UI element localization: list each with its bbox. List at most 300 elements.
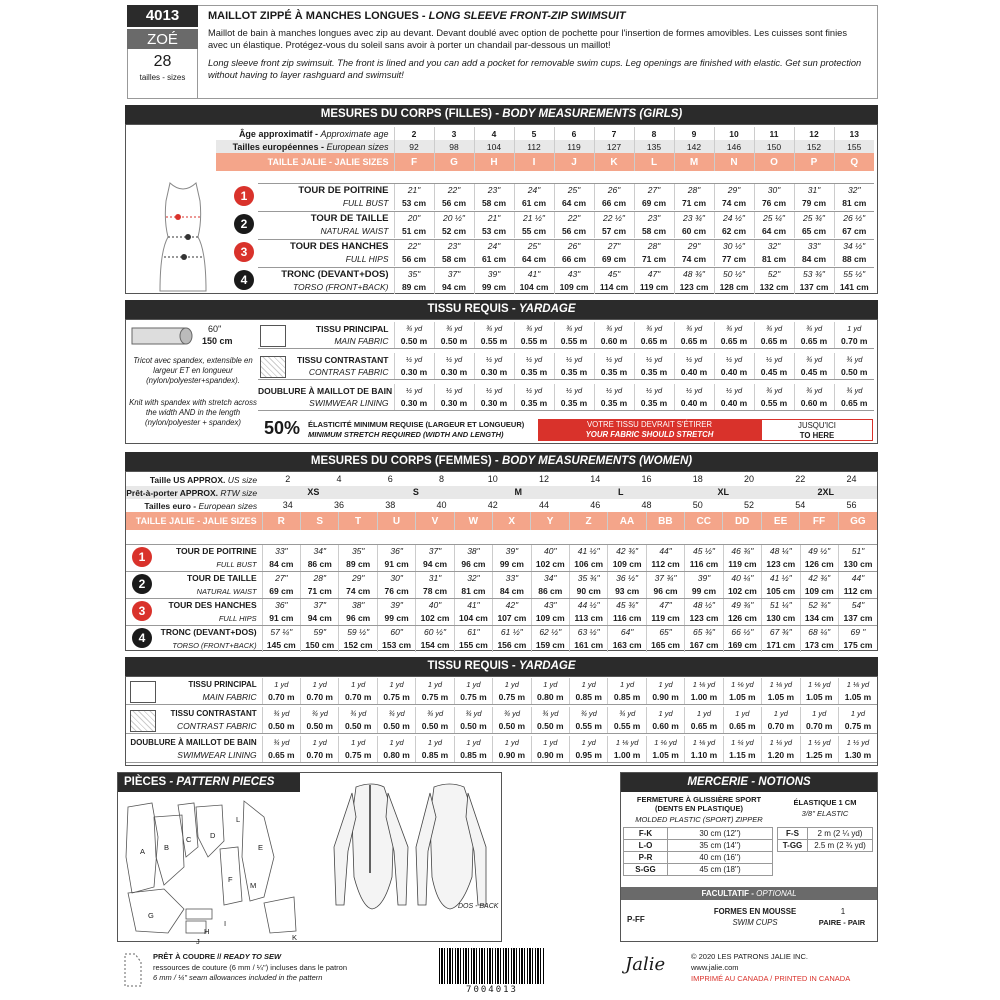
women-measure-table — [126, 598, 877, 625]
cell: 25 ¼" — [754, 212, 794, 225]
cell: ¾ yd — [493, 707, 531, 720]
cell: 99 cm — [377, 612, 415, 625]
cell: EE — [761, 512, 799, 530]
size-range: P-R — [624, 852, 668, 864]
cell: 0.40 m — [714, 366, 754, 379]
label: Taille US APPROX. — [149, 474, 226, 485]
rtw-size: XS — [307, 487, 320, 497]
girls-measure-table — [258, 267, 874, 294]
cell: 167 cm — [685, 639, 723, 652]
cell: 43" — [554, 268, 594, 281]
measure-number-badge: 3 — [132, 601, 152, 621]
cell: ¾ yd — [754, 384, 794, 397]
size-count-label: tailles - sizes — [139, 73, 186, 82]
cell: 69 cm — [594, 253, 634, 266]
cell: 12 — [794, 127, 834, 140]
cell: 1 yd — [262, 678, 300, 691]
notions-header: MERCERIE - NOTIONS — [621, 773, 877, 792]
cell: 96 cm — [339, 612, 377, 625]
cell: 65 ¾" — [685, 626, 723, 639]
barcode-icon — [439, 948, 545, 984]
cell: 1.15 m — [723, 749, 761, 762]
fabric-name-en: SWIMWEAR LINING — [258, 397, 394, 410]
cell: 41" — [454, 599, 492, 612]
zipper-row — [624, 840, 773, 852]
cell: 45" — [594, 268, 634, 281]
elastic-row — [778, 840, 873, 852]
cell: ¾ yd — [794, 322, 834, 335]
yardage-row-yd — [258, 384, 874, 397]
cell: 48 ¼" — [762, 545, 800, 558]
title-fr: MAILLOT ZIPPÉ À MANCHES LONGUES — [208, 10, 419, 22]
yardage-title-fr: TISSU REQUIS — [427, 303, 509, 315]
cell: 0.30 m — [394, 397, 434, 410]
cell: 79 cm — [794, 197, 834, 210]
label: European sizes — [326, 141, 389, 152]
cell: 1 yd — [301, 736, 339, 749]
cell: ¾ yd — [754, 322, 794, 335]
cell: 165 cm — [646, 639, 684, 652]
cell: 6 — [554, 127, 594, 140]
cell: 1 yd — [608, 678, 646, 691]
girls-yardage-table — [258, 353, 874, 380]
cell: 3 — [434, 127, 474, 140]
cell: 0.65 m — [723, 720, 761, 733]
piece-letter: C — [186, 835, 192, 844]
cell: 0.35 m — [554, 397, 594, 410]
jalie-logo: Jalie — [625, 954, 666, 975]
euro-size: 40 — [436, 500, 447, 510]
fabric-roll-icon — [130, 324, 200, 348]
cell: 0.65 m — [685, 720, 723, 733]
cell: 26" — [554, 240, 594, 253]
cell: 112 — [514, 140, 554, 153]
cell: ¾ yd — [531, 707, 569, 720]
measure-name: TOUR DE TAILLE — [258, 212, 394, 225]
cell: 74 cm — [339, 585, 377, 598]
cell: ¾ yd — [394, 322, 434, 335]
cell: 30 ½" — [714, 240, 754, 253]
cell: R — [262, 512, 300, 530]
cell: 135 — [634, 140, 674, 153]
cell: 142 — [674, 140, 714, 153]
cell: 1 yd — [531, 678, 569, 691]
size-range: F-S — [778, 828, 808, 840]
measure-row-in — [258, 268, 874, 281]
cell: 0.75 m — [416, 691, 454, 704]
cell: 81 cm — [834, 197, 874, 210]
size-count: 28 — [153, 53, 172, 70]
piece-letter: M — [250, 881, 257, 890]
cell: 41 ½" — [570, 545, 608, 558]
cell: 1 ⅛ yd — [762, 678, 800, 691]
cell: 0.75 m — [339, 749, 377, 762]
cell: 1 yd — [416, 736, 454, 749]
cell: 56 cm — [394, 253, 434, 266]
stretch-label-en: MINIMUM STRETCH REQUIRED (WIDTH AND LENGTH) — [308, 430, 504, 439]
fabric-name-en: MAIN FABRIC — [126, 691, 262, 704]
cell: ½ yd — [714, 384, 754, 397]
cell: 123 cm — [762, 558, 800, 571]
elastic-title: ÉLASTIQUE 1 CM — [793, 798, 857, 807]
cell: 64" — [608, 626, 646, 639]
cell: 67 ¾" — [762, 626, 800, 639]
cell: 34 ½" — [834, 240, 874, 253]
piece-letter: I — [224, 919, 227, 928]
cell: 0.85 m — [416, 749, 454, 762]
cell: 78 cm — [416, 585, 454, 598]
cell: ½ yd — [674, 353, 714, 366]
stretch-target-box — [761, 419, 873, 441]
piece-letter: G — [148, 911, 154, 920]
cell: AA — [608, 512, 646, 530]
cell: 128 cm — [714, 281, 754, 294]
cell: 65" — [646, 626, 684, 639]
cell: 130 cm — [762, 612, 800, 625]
girls-euro-row: Tailles européennes - European sizes 92 98 104 112 119 127 135 142 146 150 152 155 — [216, 140, 874, 153]
pieces-title-en: PATTERN PIECES — [176, 776, 275, 788]
cell: 0.50 m — [531, 720, 569, 733]
measure-row-cm — [258, 253, 874, 266]
footer — [117, 948, 878, 996]
cell: 175 cm — [838, 639, 877, 652]
cell: N — [714, 153, 754, 171]
label: Prêt-à-porter APPROX. — [126, 487, 219, 498]
rtw-size: M — [514, 487, 523, 497]
cell: 123 cm — [674, 281, 714, 294]
girls-title-en: BODY MEASUREMENTS (GIRLS) — [502, 108, 683, 120]
cell: 1 yd — [493, 678, 531, 691]
cell: 13 — [834, 127, 874, 140]
cell: 88 cm — [834, 253, 874, 266]
cell: 51 cm — [394, 225, 434, 238]
yardage-row-yd — [126, 678, 877, 691]
fabric-name-en: CONTRAST FABRIC — [126, 720, 262, 733]
cell: Y — [531, 512, 569, 530]
cell: 1 yd — [646, 678, 684, 691]
cell: 61 ½" — [493, 626, 531, 639]
cell: 20 ½" — [434, 212, 474, 225]
yardage-row-m — [258, 397, 874, 410]
cell: 1 yd — [646, 707, 684, 720]
cell: 0.65 m — [674, 335, 714, 348]
girls-measure-table — [258, 239, 874, 266]
cell: 119 cm — [723, 558, 761, 571]
measure-number-badge: 4 — [234, 270, 254, 290]
cell: 0.50 m — [394, 335, 434, 348]
measure-row-in — [258, 240, 874, 253]
cell: 146 — [714, 140, 754, 153]
women-measure-table — [126, 544, 877, 571]
cell: 61" — [454, 626, 492, 639]
cell: 0.55 m — [554, 335, 594, 348]
zipper-subtitle: MOLDED PLASTIC (SPORT) ZIPPER — [635, 815, 763, 824]
euro-size: 42 — [487, 500, 498, 510]
cell: 141 cm — [834, 281, 874, 294]
cell: 102 cm — [416, 612, 454, 625]
measure-name-en: FULL BUST — [216, 559, 257, 569]
cell: 0.50 m — [454, 720, 492, 733]
us-size: 12 — [538, 474, 549, 484]
cell: DD — [723, 512, 761, 530]
cell: 1 ½ yd — [800, 736, 838, 749]
cell: 71 cm — [301, 585, 339, 598]
cell: ½ yd — [554, 353, 594, 366]
cell: 132 cm — [754, 281, 794, 294]
cell: 40" — [416, 599, 454, 612]
euro-size: 54 — [795, 500, 806, 510]
girls-yardage-panel — [125, 319, 878, 444]
cell: 0.35 m — [634, 366, 674, 379]
girls-measure-table — [258, 211, 874, 238]
cell: 0.50 m — [416, 720, 454, 733]
girls-yardage-table — [258, 384, 874, 411]
cell: 0.45 m — [794, 366, 834, 379]
cell: 134 cm — [800, 612, 838, 625]
cell: FF — [800, 512, 838, 530]
cell: 36" — [262, 599, 300, 612]
cell: ½ yd — [394, 384, 434, 397]
measure-name-en: NATURAL WAIST — [320, 226, 389, 236]
cell: 0.70 m — [762, 720, 800, 733]
cell: 1.20 m — [762, 749, 800, 762]
cell: ¾ yd — [594, 322, 634, 335]
cell: 10 — [714, 127, 754, 140]
cell: 130 cm — [838, 558, 877, 571]
cell: K — [594, 153, 634, 171]
cell: 34" — [301, 545, 339, 558]
measure-row-cm — [126, 558, 877, 571]
cell: G — [434, 153, 474, 171]
women-title-fr: MESURES DU CORPS (FEMMES) — [310, 455, 492, 467]
cell: 33" — [794, 240, 834, 253]
cell: I — [514, 153, 554, 171]
cell: 66 cm — [594, 197, 634, 210]
cell: 0.35 m — [594, 366, 634, 379]
cell: 159 cm — [531, 639, 569, 652]
measure-name: TRONC (DEVANT+DOS) — [126, 626, 262, 639]
cell: 0.40 m — [674, 397, 714, 410]
cell: 84 cm — [794, 253, 834, 266]
cell: 71 cm — [674, 197, 714, 210]
cell: 0.70 m — [301, 749, 339, 762]
euro-size-list — [262, 499, 877, 512]
cell: 58 cm — [474, 197, 514, 210]
cell: 11 — [754, 127, 794, 140]
title-en: LONG SLEEVE FRONT-ZIP SWIMSUIT — [428, 10, 626, 22]
back-label: DOS - BACK — [458, 903, 499, 910]
cell: 64 cm — [554, 197, 594, 210]
cell: 145 cm — [262, 639, 300, 652]
cell: 0.80 m — [531, 691, 569, 704]
cell: 0.70 m — [800, 720, 838, 733]
cell: X — [493, 512, 531, 530]
yardage-row-yd — [126, 707, 877, 720]
cell: 102 cm — [531, 558, 569, 571]
cell: 35 ¾" — [570, 572, 608, 585]
pattern-title: MAILLOT ZIPPÉ À MANCHES LONGUES - LONG SLEEVE FRONT-ZIP SWIMSUIT — [208, 10, 626, 22]
size-range: T-GG — [778, 840, 808, 852]
cell: 39" — [493, 545, 531, 558]
rtw-size-list — [262, 486, 877, 499]
pieces-header: PIÈCES - PATTERN PIECES — [118, 773, 300, 792]
measure-row-cm — [258, 281, 874, 294]
cell: 37 ¾" — [646, 572, 684, 585]
fabric-name-en: MAIN FABRIC — [258, 335, 394, 348]
cell: 27" — [634, 184, 674, 197]
swimsuit-front-back-illustration-icon — [332, 777, 492, 941]
cell: F — [394, 153, 434, 171]
body-figure-girls-icon — [148, 181, 218, 293]
piece-letter: L — [236, 815, 241, 824]
measure-row-in — [126, 545, 877, 558]
cell: 112 cm — [838, 585, 877, 598]
cell: 38" — [339, 599, 377, 612]
cell: 1 yd — [685, 707, 723, 720]
ready-label: PRÊT À COUDRE // READY TO SEW — [153, 952, 282, 961]
stretch-label-fr: ÉLASTICITÉ MINIMUM REQUISE (LARGEUR ET LONGUEUR) — [308, 420, 525, 429]
cell: 1 yd — [570, 678, 608, 691]
cell: 36 ½" — [608, 572, 646, 585]
elastic-length: 2 m (2 ¼ yd) — [808, 828, 873, 840]
measure-name: TRONC (DEVANT+DOS) — [258, 268, 394, 281]
us-size: 20 — [743, 474, 754, 484]
cups-qty-label: PAIRE - PAIR — [818, 918, 866, 927]
label: Tailles euro — [144, 500, 191, 511]
cell: ¾ yd — [416, 707, 454, 720]
cell: 23" — [474, 184, 514, 197]
cell: 126 cm — [723, 612, 761, 625]
cell: 1 ¼ yd — [762, 736, 800, 749]
measure-row-cm — [126, 612, 877, 625]
cell: 123 cm — [685, 612, 723, 625]
cell: 27" — [262, 572, 300, 585]
cell: 48 ½" — [685, 599, 723, 612]
cell: ¾ yd — [434, 322, 474, 335]
cell: ½ yd — [554, 384, 594, 397]
notions-title-fr: MERCERIE — [687, 776, 749, 788]
cell: 0.30 m — [394, 366, 434, 379]
measure-row-in — [126, 599, 877, 612]
cell: 169 cm — [723, 639, 761, 652]
cell: 21" — [394, 184, 434, 197]
cell: 112 cm — [646, 558, 684, 571]
notions-panel — [620, 772, 878, 942]
women-yardage-table — [126, 678, 877, 705]
cell: 81 cm — [454, 585, 492, 598]
cell: 1 yd — [570, 736, 608, 749]
cell: 1.10 m — [685, 749, 723, 762]
zipper-length: 30 cm (12'') — [668, 828, 773, 840]
cell: 0.65 m — [754, 335, 794, 348]
cell: 52 cm — [434, 225, 474, 238]
label: European sizes — [198, 500, 258, 511]
cell: 109 cm — [531, 612, 569, 625]
cell: ¾ yd — [834, 384, 874, 397]
cell: 104 cm — [454, 612, 492, 625]
cell: 109 cm — [800, 585, 838, 598]
cell: 1 yd — [339, 678, 377, 691]
yardage-title-en: YARDAGE — [518, 660, 576, 672]
measure-row-cm — [126, 585, 877, 598]
cell: 24 ½" — [714, 212, 754, 225]
cell: 1 ⅛ yd — [723, 678, 761, 691]
zipper-length: 35 cm (14'') — [668, 840, 773, 852]
cell: 109 cm — [554, 281, 594, 294]
cell: 33" — [262, 545, 300, 558]
us-size: 6 — [387, 474, 393, 484]
cell: 84 cm — [262, 558, 300, 571]
us-size: 24 — [846, 474, 857, 484]
cell: 26 ½" — [834, 212, 874, 225]
cell: ½ yd — [634, 353, 674, 366]
cell: 0.50 m — [493, 720, 531, 733]
cell: ¾ yd — [262, 707, 300, 720]
optional-fr: FACULTATIF — [701, 889, 749, 898]
cell: 152 cm — [339, 639, 377, 652]
cell: ¾ yd — [834, 353, 874, 366]
fabric-name: DOUBLURE À MAILLOT DE BAIN — [258, 385, 393, 396]
cell: T — [339, 512, 377, 530]
women-measure-table — [126, 625, 877, 652]
measure-name: TOUR DE TAILLE — [126, 572, 262, 585]
cell: 24" — [474, 240, 514, 253]
zipper-length: 45 cm (18'') — [668, 864, 773, 876]
cell: 0.30 m — [434, 366, 474, 379]
cell: 66 ½" — [723, 626, 761, 639]
cell: 41 ½" — [762, 572, 800, 585]
measure-number-badge: 1 — [132, 547, 152, 567]
cell: 154 cm — [416, 639, 454, 652]
cell: 94 cm — [434, 281, 474, 294]
yardage-row-m — [126, 749, 877, 762]
women-size-table — [126, 473, 877, 530]
cell: ½ yd — [434, 384, 474, 397]
cell: 1.05 m — [723, 691, 761, 704]
us-size-list — [262, 473, 877, 486]
cell: ¾ yd — [794, 353, 834, 366]
cell: 39" — [685, 572, 723, 585]
cell: 29" — [339, 572, 377, 585]
women-yardage-panel — [125, 676, 878, 766]
cell: 0.60 m — [594, 335, 634, 348]
cell: 50 ½" — [714, 268, 754, 281]
euro-size: 52 — [743, 500, 754, 510]
cell: 61 cm — [474, 253, 514, 266]
cell: ¾ yd — [514, 322, 554, 335]
cell: 77 cm — [714, 253, 754, 266]
copyright: © 2020 LES PATRONS JALIE INC. — [691, 952, 808, 961]
cell: 42 ¾" — [800, 572, 838, 585]
measure-number-badge: 2 — [132, 574, 152, 594]
women-measurements-header: MESURES DU CORPS (FEMMES) - BODY MEASUREMENTS (WOMEN) — [125, 452, 878, 471]
cell: H — [474, 153, 514, 171]
measure-name-en: FULL HIPS — [218, 613, 257, 623]
cell: 104 — [474, 140, 514, 153]
cell: 56 cm — [554, 225, 594, 238]
cell: 60" — [377, 626, 415, 639]
measure-name-en: NATURAL WAIST — [196, 586, 257, 596]
cell: 53 cm — [474, 225, 514, 238]
cell: 32" — [454, 572, 492, 585]
cell: 0.60 m — [794, 397, 834, 410]
cell: 38" — [454, 545, 492, 558]
measure-name: TOUR DE POITRINE — [126, 545, 262, 558]
optional-bar: FACULTATIF - OPTIONAL — [621, 887, 877, 900]
notions-title-en: NOTIONS — [758, 776, 811, 788]
fabric-name: TISSU CONTRASTANT — [297, 354, 389, 365]
cell: 69 cm — [262, 585, 300, 598]
